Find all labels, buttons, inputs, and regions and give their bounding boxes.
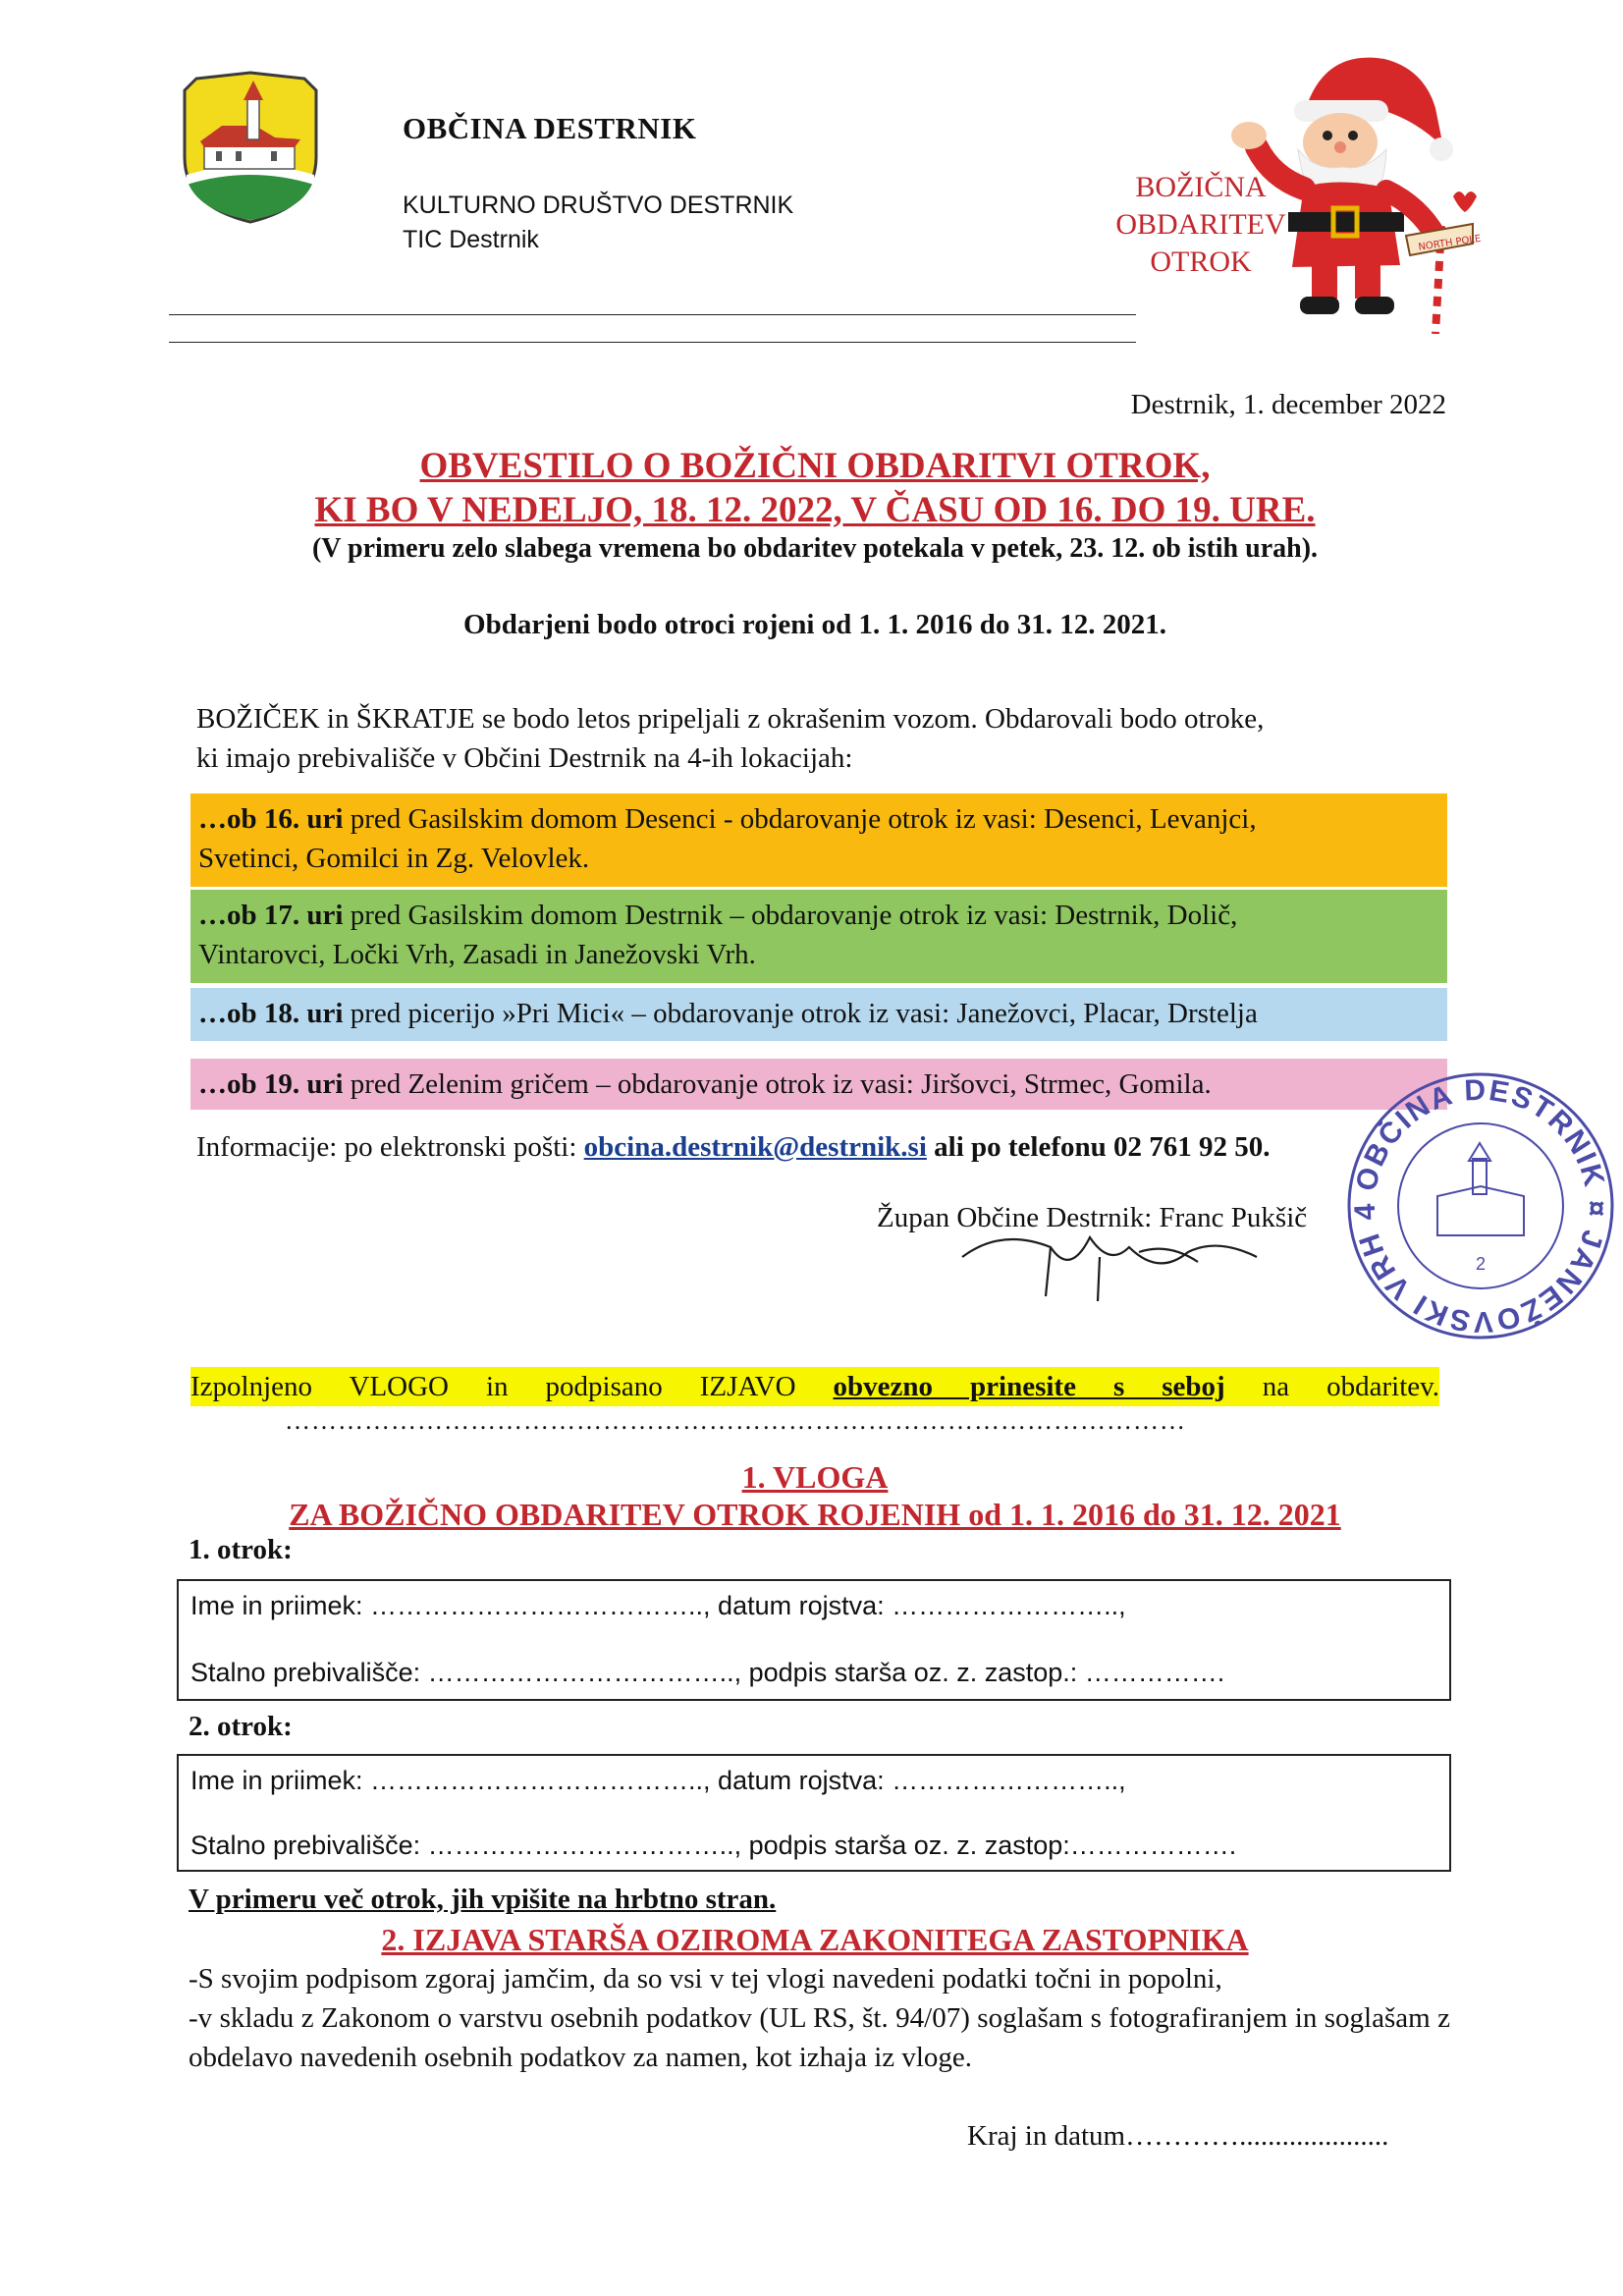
- statement-line-1: -S svojim podpisom zgoraj jamčim, da so vsi v tej vlogi navedeni podatki točni in popolni,: [189, 1963, 1222, 1995]
- child-2-label: 2. otrok:: [189, 1711, 293, 1742]
- schedule-location: pred Gasilskim domom Desenci - obdarovanje otrok iz vasi: Desenci, Levanjci,: [343, 803, 1257, 835]
- schedule-villages: Vintarovci, Ločki Vrh, Zasadi in Janežovski Vrh.: [198, 939, 756, 970]
- official-stamp: [1343, 1068, 1618, 1343]
- reminder-text-1: Izpolnjeno VLOGO in podpisano IZJAVO: [190, 1371, 834, 1402]
- badge-line-2: OBDARITEV: [1115, 208, 1286, 241]
- mayor-signature-line: Župan Občine Destrnik: Franc Pukšič: [877, 1202, 1308, 1233]
- schedule-location: pred Zelenim gričem – obdarovanje otrok iz vasi: Jiršovci, Strmec, Gomila.: [343, 1068, 1212, 1100]
- santa-badge-text: [1098, 169, 1304, 281]
- schedule-band-18h: [190, 988, 1447, 1041]
- notice-title-line-1: OBVESTILO O BOŽIČNI OBDARITVI OTROK,: [419, 446, 1211, 486]
- tic-name: TIC Destrnik: [403, 226, 539, 253]
- child-1-label: 1. otrok:: [189, 1534, 293, 1565]
- schedule-time: …ob 19. uri: [198, 1068, 344, 1100]
- intro-line-1: BOŽIČEK in ŠKRATJE se bodo letos pripeljali z okrašenim vozom. Obdarovali bodo otroke,: [196, 703, 1265, 735]
- municipality-name: OBČINA DESTRNIK: [403, 111, 697, 145]
- place-and-date-field[interactable]: Kraj in datum………….....................: [967, 2120, 1389, 2152]
- child-1-form: [177, 1579, 1451, 1701]
- intro-line-2: ki imajo prebivališče v Občini Destrnik na 4-ih lokacijah:: [196, 742, 853, 774]
- application-heading-1: 1. VLOGA: [741, 1459, 889, 1495]
- handwritten-signature: [943, 1218, 1296, 1306]
- reminder-text-2: na obdaritev.: [1224, 1371, 1439, 1402]
- schedule-time: …ob 18. uri: [198, 998, 344, 1029]
- document-date: Destrnik, 1. december 2022: [1130, 389, 1446, 420]
- dotted-separator: …………………………………………………………………………………………: [285, 1406, 1186, 1435]
- badge-line-3: OTROK: [1150, 246, 1252, 278]
- svg-text:OBČINA DESTRNIK ¤ JANEŽOVSKI V: [1343, 1068, 1612, 1338]
- schedule-location: pred Gasilskim domom Destrnik – obdarovanje otrok iz vasi: Destrnik, Dolič,: [343, 900, 1238, 931]
- child-1-name-birthdate-field[interactable]: Ime in priimek: ……………………………….., datum rojstva: ……………………..,: [190, 1591, 1126, 1620]
- eligibility-statement: Obdarjeni bodo otroci rojeni od 1. 1. 2016 do 31. 12. 2021.: [463, 609, 1166, 640]
- schedule-band-16h: [190, 793, 1447, 887]
- schedule-time: …ob 16. uri: [198, 803, 344, 835]
- schedule-time: …ob 17. uri: [198, 900, 344, 931]
- statement-heading: 2. IZJAVA STARŠA OZIROMA ZAKONITEGA ZASTOPNIKA: [381, 1922, 1249, 1957]
- cultural-society-name: KULTURNO DRUŠTVO DESTRNIK: [403, 191, 794, 219]
- reminder-emphasis: obvezno prinesite s seboj: [833, 1371, 1225, 1402]
- child-2-form: [177, 1754, 1451, 1872]
- schedule-band-19h: [190, 1059, 1447, 1110]
- header-rule-top: [169, 314, 1136, 315]
- contact-phone: ali po telefonu 02 761 92 50.: [926, 1131, 1271, 1163]
- schedule-location: pred picerijo »Pri Mici« – obdarovanje otrok iz vasi: Janežovci, Placar, Drstelja: [343, 998, 1258, 1029]
- north-pole-sign-text: NORTH POLE: [1417, 233, 1482, 253]
- municipality-crest: [177, 69, 324, 226]
- stamp-text: OBČINA DESTRNIK ¤ JANEŽOVSKI VRH 4: [1348, 1073, 1613, 1339]
- contact-email-link[interactable]: obcina.destrnik@destrnik.si: [583, 1131, 927, 1163]
- application-heading-2: ZA BOŽIČNO OBDARITEV OTROK ROJENIH od 1. 1. 2016 do 31. 12. 2021: [289, 1497, 1341, 1532]
- contact-info: [196, 1127, 1271, 1167]
- child-2-name-birthdate-field[interactable]: Ime in priimek: ……………………………….., datum rojstva: ……………………..,: [190, 1766, 1126, 1795]
- stamp-number: 2: [1475, 1254, 1487, 1274]
- header-rule-bottom: [169, 342, 1136, 343]
- notice-title-line-2: KI BO V NEDELJO, 18. 12. 2022, V ČASU OD 16. DO 19. URE.: [314, 490, 1316, 530]
- weather-note: (V primeru zelo slabega vremena bo obdaritev potekala v petek, 23. 12. ob istih urah).: [311, 533, 1319, 564]
- statement-line-2: -v skladu z Zakonom o varstvu osebnih podatkov (UL RS, št. 94/07) soglašam s fotografiranjem in soglašam z obdelavo navedenih osebnih podatkov za namen, kot izhaja iz vloge.: [189, 2002, 1450, 2073]
- contact-prefix: Informacije: po elektronski pošti:: [196, 1131, 584, 1163]
- child-2-address-signature-field[interactable]: Stalno prebivališče: …………………………….., podpis starša oz. z. zastop:……………….: [190, 1831, 1237, 1860]
- more-children-note: V primeru več otrok, jih vpišite na hrbtno stran.: [189, 1884, 777, 1915]
- reminder-line: [190, 1367, 1439, 1406]
- schedule-band-17h: [190, 890, 1447, 983]
- child-1-address-signature-field[interactable]: Stalno prebivališče: …………………………….., podpis starša oz. z. zastop.: …………….: [190, 1658, 1225, 1687]
- badge-line-1: BOŽIČNA: [1135, 171, 1267, 203]
- schedule-villages: Svetinci, Gomilci in Zg. Velovlek.: [198, 843, 590, 874]
